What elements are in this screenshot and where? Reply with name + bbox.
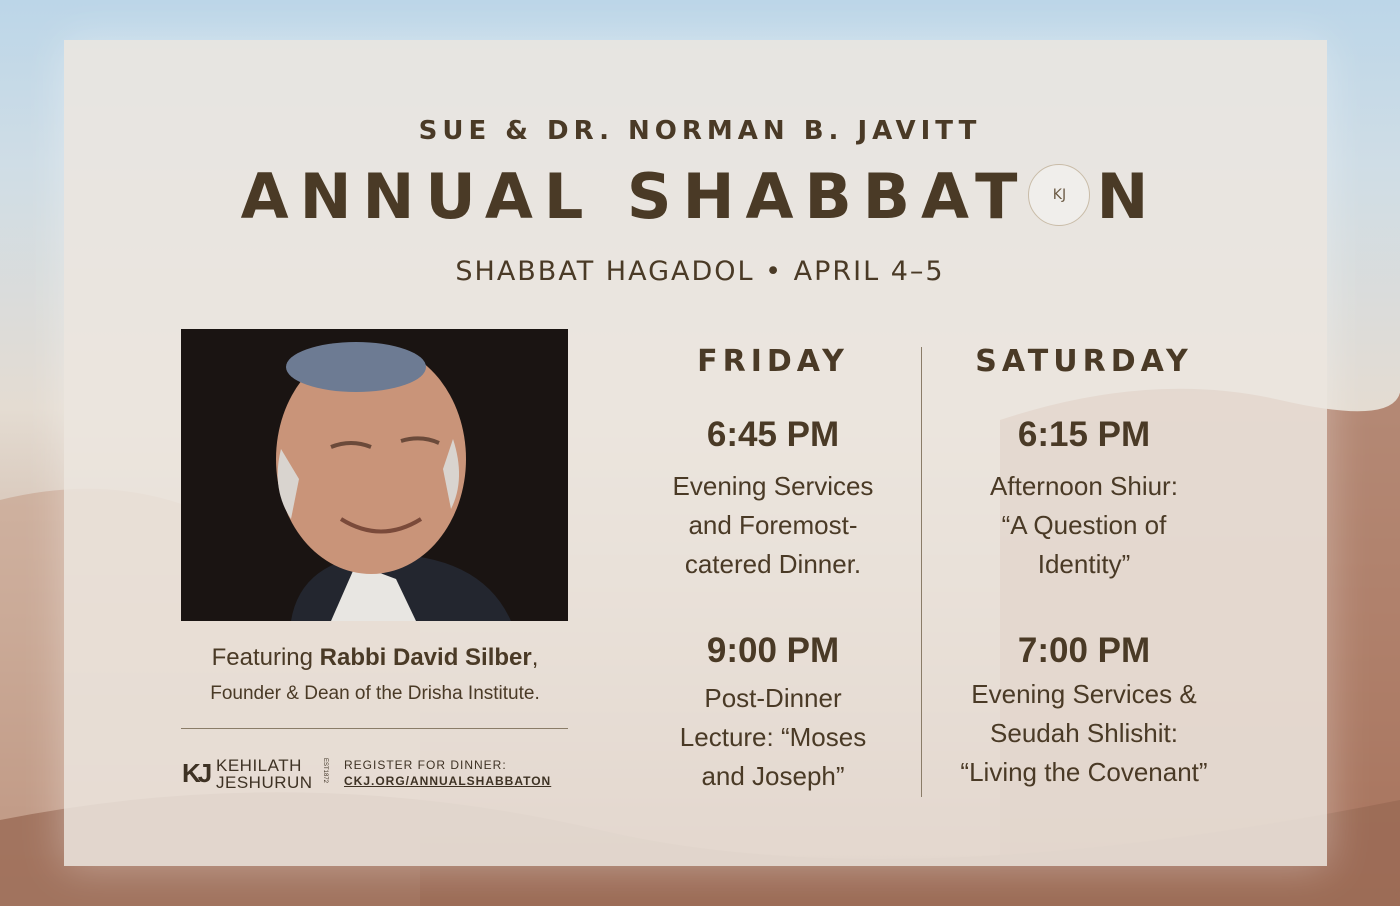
speaker-role: Founder & Dean of the Drisha Institute.	[210, 683, 540, 704]
event-line: Post-Dinner	[704, 683, 842, 713]
event-title	[0, 160, 1400, 233]
friday-column	[623, 344, 923, 379]
congregation-seal	[1028, 164, 1090, 226]
event-line: Identity”	[1037, 549, 1131, 579]
seal-mark: KJ	[1052, 186, 1067, 203]
event-line: catered Dinner.	[684, 549, 862, 579]
event-line: Lecture: “Moses	[679, 722, 867, 752]
event-line: Evening Services	[672, 471, 874, 501]
event-time: 7:00 PM	[1017, 631, 1151, 670]
logo-line1: KEHILATH	[216, 756, 302, 775]
friday-event-2	[623, 631, 923, 796]
saturday-event-2	[934, 631, 1234, 792]
logo-mark: KJ	[182, 758, 210, 788]
event-description	[623, 467, 923, 584]
event-description	[623, 679, 923, 796]
event-line: “A Question of	[1001, 510, 1167, 540]
divider-vertical	[921, 347, 922, 797]
kehilath-jeshurun-logo	[182, 756, 330, 792]
event-title-end: N	[1096, 160, 1160, 233]
logo-line2: JESHURUN	[216, 773, 313, 792]
saturday-heading: SATURDAY	[975, 344, 1193, 379]
speaker-name: Rabbi David Silber	[319, 644, 532, 671]
event-time: 9:00 PM	[706, 631, 840, 670]
featuring-line	[150, 644, 600, 672]
logo-est: EST1872	[322, 758, 328, 784]
event-title-main: ANNUAL SHABBAT	[240, 160, 1029, 233]
friday-heading: FRIDAY	[697, 344, 849, 379]
event-time: 6:45 PM	[706, 415, 840, 454]
divider-horizontal	[181, 728, 568, 729]
event-line: “Living the Covenant”	[960, 757, 1208, 787]
event-time: 6:15 PM	[1017, 415, 1151, 454]
register-link[interactable]: CKJ.ORG/ANNUALSHABBATON	[344, 774, 552, 788]
speaker-photo	[181, 329, 568, 621]
event-description	[934, 467, 1234, 584]
saturday-event-1	[934, 415, 1234, 584]
event-line: and Foremost-	[688, 510, 858, 540]
saturday-column	[934, 344, 1234, 379]
featuring-suffix: ,	[531, 644, 539, 671]
event-date: SHABBAT HAGADOL • APRIL 4–5	[455, 256, 945, 287]
event-line: Afternoon Shiur:	[990, 471, 1178, 501]
sponsor-name: SUE & DR. NORMAN B. JAVITT	[418, 116, 982, 146]
event-line: and Joseph”	[701, 761, 845, 791]
featuring-prefix: Featuring	[211, 644, 320, 671]
friday-event-1	[623, 415, 923, 584]
event-line: Seudah Shlishit:	[990, 718, 1178, 748]
event-description	[934, 675, 1234, 792]
register-label: REGISTER FOR DINNER:	[344, 758, 507, 772]
event-line: Evening Services &	[971, 679, 1197, 709]
